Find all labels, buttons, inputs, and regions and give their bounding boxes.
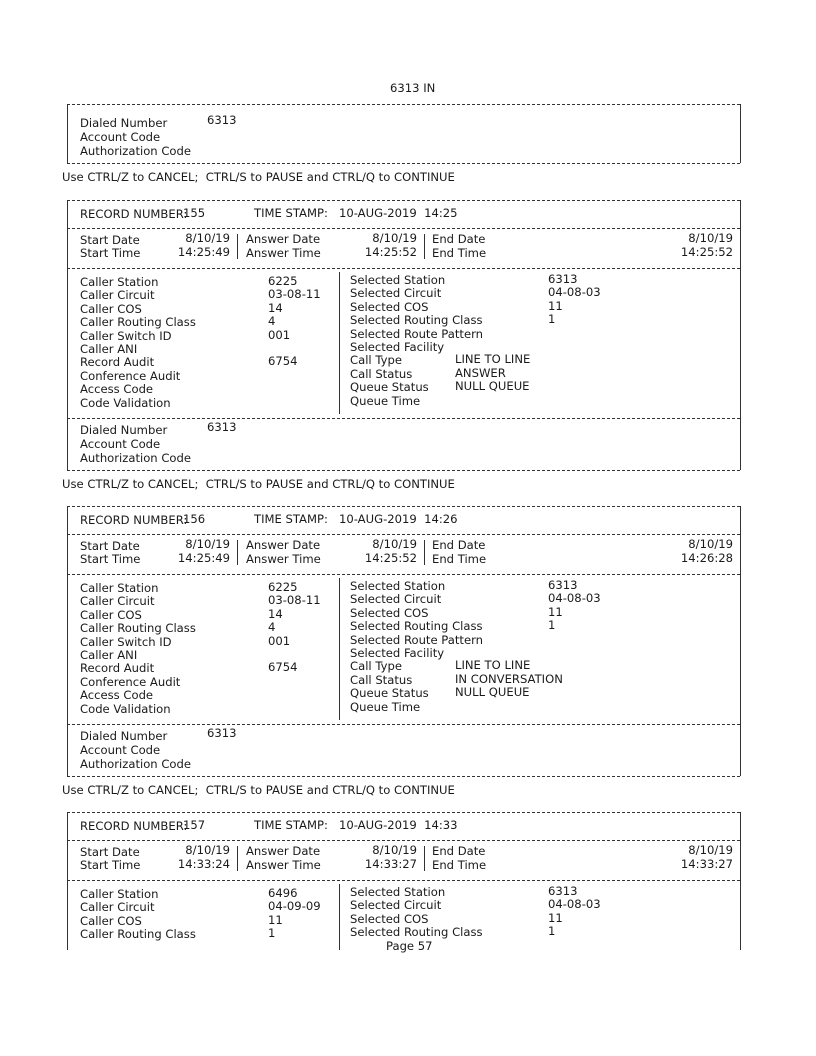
answer-date-label: Answer Date	[246, 844, 321, 858]
dashed-divider	[67, 724, 740, 725]
caller-field-label: Caller Station	[80, 581, 159, 595]
page-title: 6313 IN	[390, 81, 436, 95]
caller-field-value: 04-09-09	[268, 899, 321, 914]
time-stamp-value: 10-AUG-2019 14:33	[339, 818, 458, 832]
account-code-label: Account Code	[80, 130, 161, 144]
start-time-label: Start Time	[80, 858, 141, 872]
dialed-number-label: Dialed Number	[80, 729, 168, 743]
start-time-value: 14:33:24	[177, 857, 230, 871]
caller-field-label: Caller Station	[80, 887, 159, 901]
vertical-rule	[339, 272, 340, 414]
caller-field-label: Caller ANI	[80, 342, 138, 356]
caller-field-label: Caller Circuit	[80, 288, 155, 303]
selected-field-label: Selected Station	[350, 579, 446, 593]
vertical-rule	[67, 812, 68, 950]
selected-field-value: ANSWER	[455, 365, 506, 380]
selected-field-label: Call Status	[350, 366, 413, 381]
dialed-number-value: 6313	[207, 113, 237, 127]
answer-time-value: 14:33:27	[364, 857, 417, 871]
answer-date-value: 8/10/19	[372, 537, 417, 551]
selected-field-value: 04-08-03	[548, 591, 601, 606]
dashed-divider	[67, 506, 740, 507]
caller-field-value: 03-08-11	[268, 287, 321, 302]
answer-time-value: 14:25:52	[364, 245, 417, 259]
dashed-divider	[67, 534, 740, 535]
start-date-label: Start Date	[80, 233, 140, 247]
dashed-divider	[67, 776, 740, 777]
selected-field-value: 6313	[548, 578, 578, 592]
vertical-rule	[237, 540, 238, 565]
caller-field-value: 6496	[268, 886, 298, 900]
selected-field-label: Selected COS	[350, 605, 429, 620]
caller-field-label: Caller Switch ID	[80, 634, 172, 649]
selected-field-value: LINE TO LINE	[455, 352, 531, 367]
start-time-value: 14:25:49	[177, 245, 230, 259]
start-date-value: 8/10/19	[185, 537, 230, 551]
vertical-rule	[424, 540, 425, 565]
selected-field-value: LINE TO LINE	[455, 658, 531, 673]
caller-field-label: Code Validation	[80, 395, 171, 410]
selected-field-label: Selected Facility	[350, 340, 445, 354]
dialed-number-label: Dialed Number	[80, 116, 168, 130]
caller-field-label: Record Audit	[80, 355, 155, 370]
selected-field-label: Queue Time	[350, 699, 421, 714]
authorization-code-label: Authorization Code	[80, 451, 192, 465]
selected-field-value: IN CONVERSATION	[455, 671, 563, 686]
selected-field-value: NULL QUEUE	[455, 685, 530, 700]
selected-field-value: 11	[548, 910, 563, 925]
instruction-text: Use CTRL/Z to CANCEL; CTRL/S to PAUSE and CTRL/Q to CONTINUE	[62, 170, 455, 184]
caller-field-label: Caller COS	[80, 607, 142, 622]
selected-field-label: Selected Circuit	[350, 286, 442, 301]
selected-field-label: Queue Status	[350, 380, 429, 395]
selected-field-label: Selected Routing Class	[350, 313, 483, 328]
selected-field-value: 1	[548, 924, 556, 939]
vertical-rule	[237, 234, 238, 259]
caller-field-value: 001	[268, 633, 291, 648]
selected-field-label: Selected Route Pattern	[350, 326, 483, 341]
selected-field-label: Call Type	[350, 659, 402, 674]
caller-field-value: 001	[268, 327, 291, 342]
selected-field-label: Selected COS	[350, 911, 429, 926]
selected-field-value: 04-08-03	[548, 285, 601, 300]
end-date-label: End Date	[432, 232, 486, 246]
caller-field-value: 14	[268, 300, 283, 315]
selected-field-label: Selected Circuit	[350, 592, 442, 607]
caller-field-label: Caller ANI	[80, 648, 138, 662]
start-date-value: 8/10/19	[185, 231, 230, 245]
caller-field-label: Caller COS	[80, 913, 142, 928]
selected-field-label: Queue Time	[350, 393, 421, 408]
caller-field-value: 6754	[268, 354, 298, 369]
selected-field-label: Call Type	[350, 353, 402, 368]
answer-date-label: Answer Date	[246, 538, 321, 552]
start-date-label: Start Date	[80, 539, 140, 553]
selected-field-label: Selected Routing Class	[350, 925, 483, 940]
selected-field-label: Call Status	[350, 672, 413, 687]
vertical-rule	[740, 104, 741, 163]
record-number-value: 156	[183, 512, 206, 526]
end-time-label: End Time	[432, 858, 487, 872]
caller-field-value: 03-08-11	[268, 593, 321, 608]
dashed-divider	[67, 840, 740, 841]
dashed-divider	[67, 228, 740, 229]
page-number: Page 57	[386, 939, 433, 953]
vertical-rule	[740, 812, 741, 950]
record-number-value: 157	[183, 818, 206, 832]
selected-field-label: Selected Station	[350, 885, 446, 899]
caller-field-label: Conference Audit	[80, 674, 181, 689]
end-date-label: End Date	[432, 844, 486, 858]
selected-field-value: 04-08-03	[548, 897, 601, 912]
end-time-label: End Time	[432, 246, 487, 260]
record-number-label: RECORD NUMBER:	[80, 819, 188, 833]
selected-field-value: 11	[548, 604, 563, 619]
vertical-rule	[339, 884, 340, 950]
selected-field-label: Selected COS	[350, 299, 429, 314]
selected-field-label: Queue Status	[350, 686, 429, 701]
selected-field-value: 6313	[548, 272, 578, 286]
caller-field-label: Caller Circuit	[80, 900, 155, 915]
start-time-label: Start Time	[80, 552, 141, 566]
start-date-label: Start Date	[80, 845, 140, 859]
dashed-divider	[67, 812, 740, 813]
start-time-value: 14:25:49	[177, 551, 230, 565]
end-date-value: 8/10/19	[688, 537, 733, 551]
answer-date-value: 8/10/19	[372, 843, 417, 857]
caller-field-value: 6225	[268, 274, 298, 288]
selected-field-label: Selected Facility	[350, 646, 445, 660]
time-stamp-value: 10-AUG-2019 14:25	[339, 206, 458, 220]
caller-field-label: Caller Routing Class	[80, 621, 196, 636]
caller-field-value: 4	[268, 620, 276, 635]
end-date-value: 8/10/19	[688, 231, 733, 245]
start-date-value: 8/10/19	[185, 843, 230, 857]
caller-field-label: Access Code	[80, 382, 154, 397]
dashed-divider	[67, 200, 740, 201]
selected-field-label: Selected Station	[350, 273, 446, 287]
answer-time-label: Answer Time	[246, 246, 321, 260]
answer-time-label: Answer Time	[246, 552, 321, 566]
dashed-divider	[67, 268, 740, 269]
selected-field-value: NULL QUEUE	[455, 379, 530, 394]
vertical-rule	[67, 104, 68, 163]
selected-field-value: 6313	[548, 884, 578, 898]
time-stamp-value: 10-AUG-2019 14:26	[339, 512, 458, 526]
authorization-code-label: Authorization Code	[80, 757, 192, 771]
time-stamp-label: TIME STAMP:	[254, 512, 328, 526]
authorization-code-label: Authorization Code	[80, 144, 192, 158]
answer-date-label: Answer Date	[246, 232, 321, 246]
caller-field-value: 4	[268, 314, 276, 329]
answer-date-value: 8/10/19	[372, 231, 417, 245]
caller-field-label: Caller Routing Class	[80, 315, 196, 330]
selected-field-label: Selected Routing Class	[350, 619, 483, 634]
selected-field-value: 1	[548, 618, 556, 633]
account-code-label: Account Code	[80, 437, 161, 451]
caller-field-label: Conference Audit	[80, 368, 181, 383]
selected-field-value: 11	[548, 298, 563, 313]
dialed-number-value: 6313	[207, 420, 237, 434]
dashed-divider	[67, 104, 740, 105]
caller-field-label: Record Audit	[80, 661, 155, 676]
dialed-number-label: Dialed Number	[80, 423, 168, 437]
caller-field-label: Caller Circuit	[80, 594, 155, 609]
caller-field-label: Caller Station	[80, 275, 159, 289]
start-time-label: Start Time	[80, 246, 141, 260]
end-time-label: End Time	[432, 552, 487, 566]
end-time-value: 14:26:28	[680, 551, 733, 565]
dashed-divider	[67, 470, 740, 471]
dialed-number-value: 6313	[207, 726, 237, 740]
vertical-rule	[67, 200, 68, 470]
answer-time-value: 14:25:52	[364, 551, 417, 565]
selected-field-value: 1	[548, 312, 556, 327]
caller-field-label: Access Code	[80, 688, 154, 703]
instruction-text: Use CTRL/Z to CANCEL; CTRL/S to PAUSE and CTRL/Q to CONTINUE	[62, 783, 455, 797]
vertical-rule	[740, 506, 741, 776]
dashed-divider	[67, 163, 740, 164]
end-date-label: End Date	[432, 538, 486, 552]
caller-field-value: 11	[268, 912, 283, 927]
dashed-divider	[67, 418, 740, 419]
end-time-value: 14:25:52	[680, 245, 733, 259]
dashed-divider	[67, 574, 740, 575]
selected-field-label: Selected Route Pattern	[350, 632, 483, 647]
time-stamp-label: TIME STAMP:	[254, 206, 328, 220]
time-stamp-label: TIME STAMP:	[254, 818, 328, 832]
caller-field-value: 6754	[268, 660, 298, 675]
account-code-label: Account Code	[80, 743, 161, 757]
record-number-value: 155	[183, 206, 206, 220]
end-date-value: 8/10/19	[688, 843, 733, 857]
caller-field-value: 1	[268, 926, 276, 941]
vertical-rule	[237, 846, 238, 871]
selected-field-label: Selected Circuit	[350, 898, 442, 913]
end-time-value: 14:33:27	[680, 857, 733, 871]
instruction-text: Use CTRL/Z to CANCEL; CTRL/S to PAUSE and CTRL/Q to CONTINUE	[62, 477, 455, 491]
caller-field-label: Caller Routing Class	[80, 927, 196, 942]
dashed-divider	[67, 880, 740, 881]
record-number-label: RECORD NUMBER:	[80, 513, 188, 527]
caller-field-value: 6225	[268, 580, 298, 594]
caller-field-label: Caller Switch ID	[80, 328, 172, 343]
record-number-label: RECORD NUMBER:	[80, 207, 188, 221]
caller-field-label: Code Validation	[80, 701, 171, 716]
vertical-rule	[740, 200, 741, 470]
vertical-rule	[339, 578, 340, 720]
caller-field-label: Caller COS	[80, 301, 142, 316]
vertical-rule	[67, 506, 68, 776]
caller-field-value: 14	[268, 606, 283, 621]
vertical-rule	[424, 234, 425, 259]
vertical-rule	[424, 846, 425, 871]
answer-time-label: Answer Time	[246, 858, 321, 872]
